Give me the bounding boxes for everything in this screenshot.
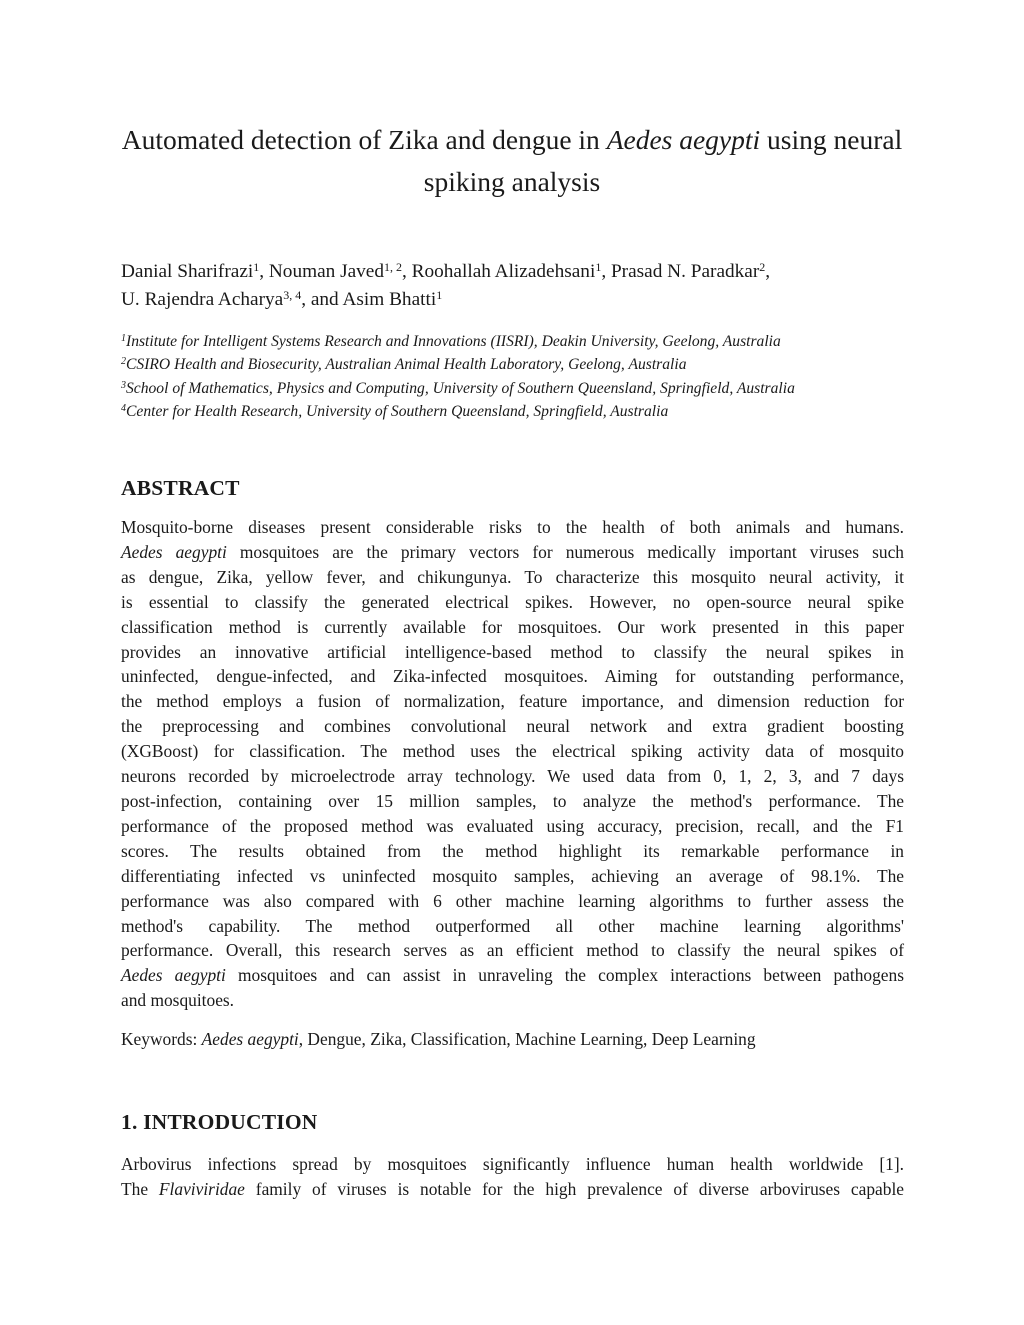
virus-family-name: Flaviviridae [158, 1178, 245, 1199]
intro-line: Arbovirus infections spread by mosquitoes significantly influence human health worldwide [1]. [121, 1154, 904, 1174]
author-separator: , [402, 261, 412, 282]
affiliation-item [121, 330, 921, 353]
species-name: Aedes aegypti [121, 965, 226, 986]
affiliation-number: 3 [121, 379, 126, 391]
title-species: Aedes aegypti [606, 124, 761, 155]
abstract-line: method's capability. The method outperformed all other machine learning algorithms' [121, 915, 904, 936]
abstract-body [121, 515, 904, 1013]
author-affiliation-mark: 1 [253, 260, 260, 274]
abstract-line: the method employs a fusion of normalization, feature importance, and dimension reduction for [121, 691, 904, 712]
abstract-line: (XGBoost) for classification. The method uses the electrical spiking activity data of mosquito [121, 741, 904, 762]
affiliation-text: Center for Health Research, University of Southern Queensland, Springfield, Australia [126, 402, 669, 420]
abstract-line: performance of the proposed method was evaluated using accuracy, precision, recall, and the F1 [121, 815, 904, 836]
abstract-line: the preprocessing and combines convolutional neural network and extra gradient boosting [121, 716, 904, 737]
author-name: U. Rajendra Acharya [121, 289, 284, 310]
abstract-line: and mosquitoes. [121, 990, 235, 1011]
abstract-line: scores. The results obtained from the method highlight its remarkable performance in [121, 840, 904, 861]
affiliation-list [121, 330, 921, 423]
abstract-line: neurons recorded by microelectrode array technology. We used data from 0, 1, 2, 3, and 7 days [121, 766, 904, 787]
abstract-line [121, 963, 904, 988]
abstract-line: uninfected, dengue-infected, and Zika-infected mosquitoes. Aiming for outstanding performance, [121, 666, 904, 687]
affiliation-item [121, 377, 921, 400]
author-name: Roohallah Alizadehsani [411, 261, 596, 282]
author-affiliation-mark: 1 [436, 288, 443, 302]
keywords-list: , Dengue, Zika, Classification, Machine Learning, Deep Learning [298, 1029, 756, 1049]
affiliation-text: Institute for Intelligent Systems Research and Innovations (IISRI), Deakin University, Geelong, Australia [126, 333, 781, 350]
author-separator: , and [301, 289, 343, 310]
author-list [121, 258, 911, 314]
author-separator: , [601, 261, 611, 282]
author-separator: , [765, 261, 771, 282]
abstract-line: differentiating infected vs uninfected mosquito samples, achieving an average of 98.1%. The [121, 865, 904, 886]
author-name: Prasad N. Paradkar [610, 261, 760, 282]
species-name: Aedes aegypti [201, 1029, 299, 1049]
author-affiliation-mark: 3, 4 [283, 288, 302, 302]
affiliation-item [121, 400, 921, 423]
abstract-line: provides an innovative artificial intelligence-based method to classify the neural spikes in [121, 641, 904, 662]
author-name: Asim Bhatti [342, 289, 437, 310]
abstract-line: as dengue, Zika, yellow fever, and chikungunya. To characterize this mosquito neural activity, it [121, 566, 904, 587]
author-name: Nouman Javed [268, 261, 384, 282]
author-affiliation-mark: 2 [759, 260, 766, 274]
intro-line-text: family of viruses is notable for the high prevalence of diverse arboviruses capable [244, 1178, 904, 1199]
title-text-end: using neural spiking analysis [423, 124, 903, 197]
abstract-heading: ABSTRACT [121, 476, 240, 500]
abstract-line [121, 540, 904, 565]
keywords-label: Keywords: [121, 1029, 202, 1049]
author-affiliation-mark: 1, 2 [384, 260, 402, 274]
intro-line-text: The [121, 1178, 159, 1199]
abstract-line: is essential to classify the generated electrical spikes. However, no open-source neural spike [121, 591, 904, 612]
abstract-line: post-infection, containing over 15 million samples, to analyze the method's performance. The [121, 790, 904, 811]
affiliation-item [121, 353, 921, 376]
affiliation-text: CSIRO Health and Biosecurity, Australian Animal Health Laboratory, Geelong, Australia [126, 356, 687, 374]
abstract-line: Mosquito-borne diseases present considerable risks to the health of both animals and humans. [121, 517, 904, 537]
keywords [121, 1027, 904, 1052]
affiliation-text: School of Mathematics, Physics and Computing, University of Southern Queensland, Springfield, Australia [126, 379, 795, 397]
author-separator: , [259, 261, 269, 282]
affiliation-number: 1 [121, 333, 126, 344]
author-name: Danial Sharifrazi [121, 261, 254, 282]
author-affiliation-mark: 1 [595, 260, 602, 274]
abstract-line: classification method is currently available for mosquitoes. Our work presented in this paper [121, 616, 904, 637]
introduction-body [121, 1152, 904, 1202]
abstract-line: performance was also compared with 6 other machine learning algorithms to further assess the [121, 890, 904, 911]
paper-title [100, 119, 924, 203]
species-name: Aedes aegypti [121, 541, 227, 562]
affiliation-number: 4 [121, 402, 126, 414]
introduction-heading: 1. INTRODUCTION [121, 1110, 318, 1134]
affiliation-number: 2 [121, 356, 126, 368]
intro-line [121, 1177, 904, 1202]
title-text: Automated detection of Zika and dengue in [121, 124, 607, 155]
abstract-line-text: mosquitoes and can assist in unraveling the complex interactions between pathogens [225, 965, 904, 986]
abstract-line-text: mosquitoes are the primary vectors for numerous medically important viruses such [226, 541, 904, 562]
abstract-line: performance. Overall, this research serves as an efficient method to classify the neural spikes of [121, 940, 904, 961]
